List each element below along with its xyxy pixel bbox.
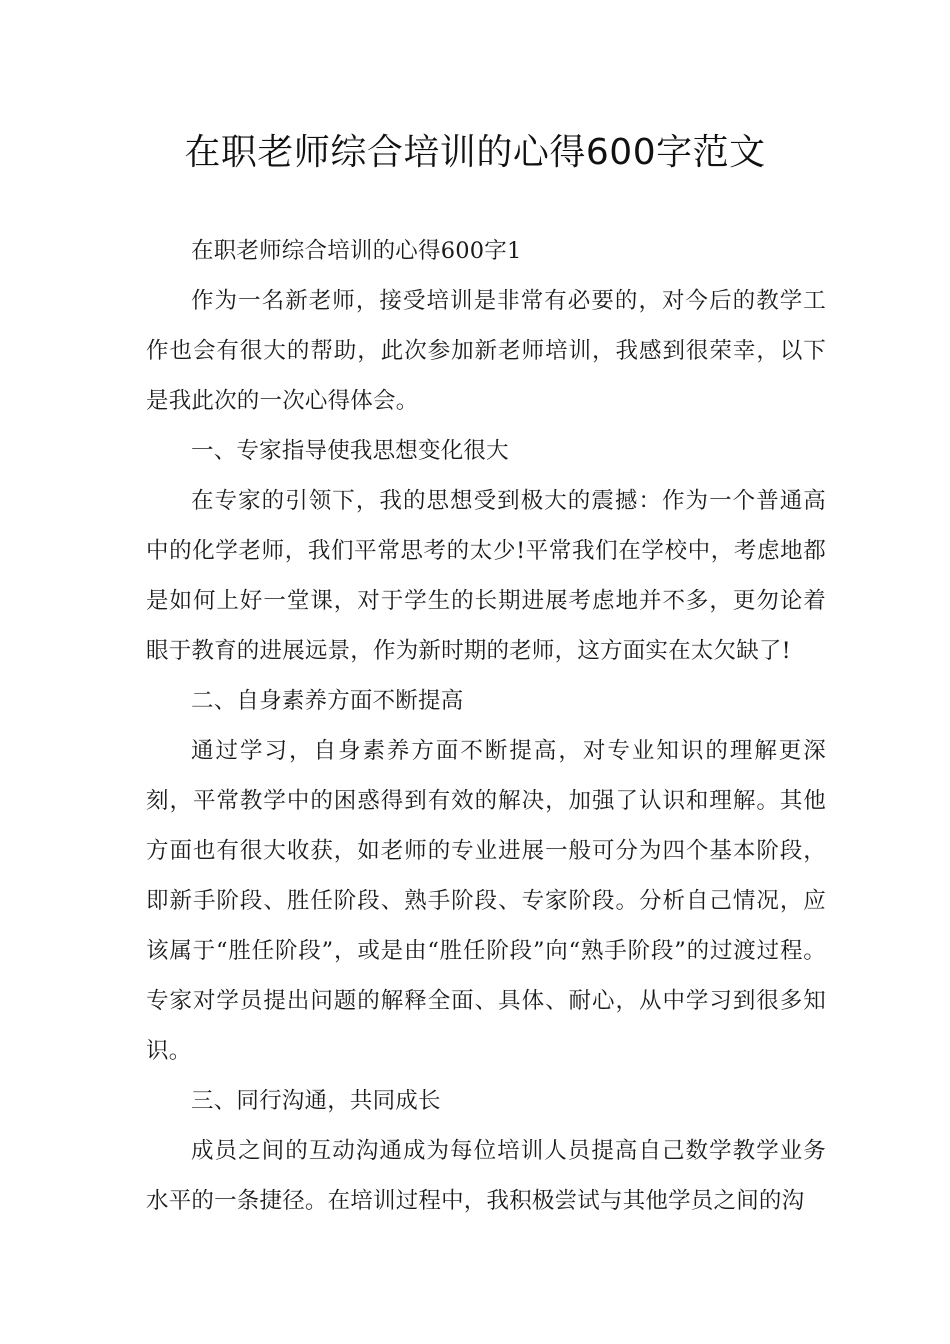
body-paragraph: 成员之间的互动沟通成为每位培训人员提高自己数学教学业务水平的一条捷径。在培训过程中，我积极尝试与其他学员之间的沟: [146, 1138, 826, 1214]
section-heading: 在职老师综合培训的心得600字1: [191, 238, 522, 264]
document-title: 在职老师综合培训的心得600字范文: [184, 132, 766, 173]
section-heading: 一、专家指导使我思想变化很大: [191, 438, 509, 464]
body-paragraph: 在专家的引领下，我的思想受到极大的震撼：作为一个普通高中的化学老师，我们平常思考的太少!平常我们在学校中，考虑地都是如何上好一堂课，对于学生的长期进展考虑地并不多，更勿论着眼于教育的进展远景，作为新时期的老师，这方面实在太欠缺了!: [146, 488, 826, 664]
document-body: [146, 226, 826, 1226]
body-paragraph: 作为一名新老师，接受培训是非常有必要的，对今后的教学工作也会有很大的帮助，此次参加新老师培训，我感到很荣幸，以下是我此次的一次心得体会。: [146, 288, 826, 414]
section-heading: 二、自身素养方面不断提高: [191, 688, 464, 714]
body-paragraph: 通过学习，自身素养方面不断提高，对专业知识的理解更深刻，平常教学中的困惑得到有效的解决，加强了认识和理解。其他方面也有很大收获，如老师的专业进展一般可分为四个基本阶段，即新手阶段、胜任阶段、熟手阶段、专家阶段。分析自己情况，应该属于“胜任阶段”，或是由“胜任阶段”向“熟手阶段”的过渡过程。专家对学员提出问题的解释全面、具体、耐心，从中学习到很多知识。: [146, 738, 826, 1064]
section-heading: 三、同行沟通，共同成长: [191, 1088, 441, 1114]
